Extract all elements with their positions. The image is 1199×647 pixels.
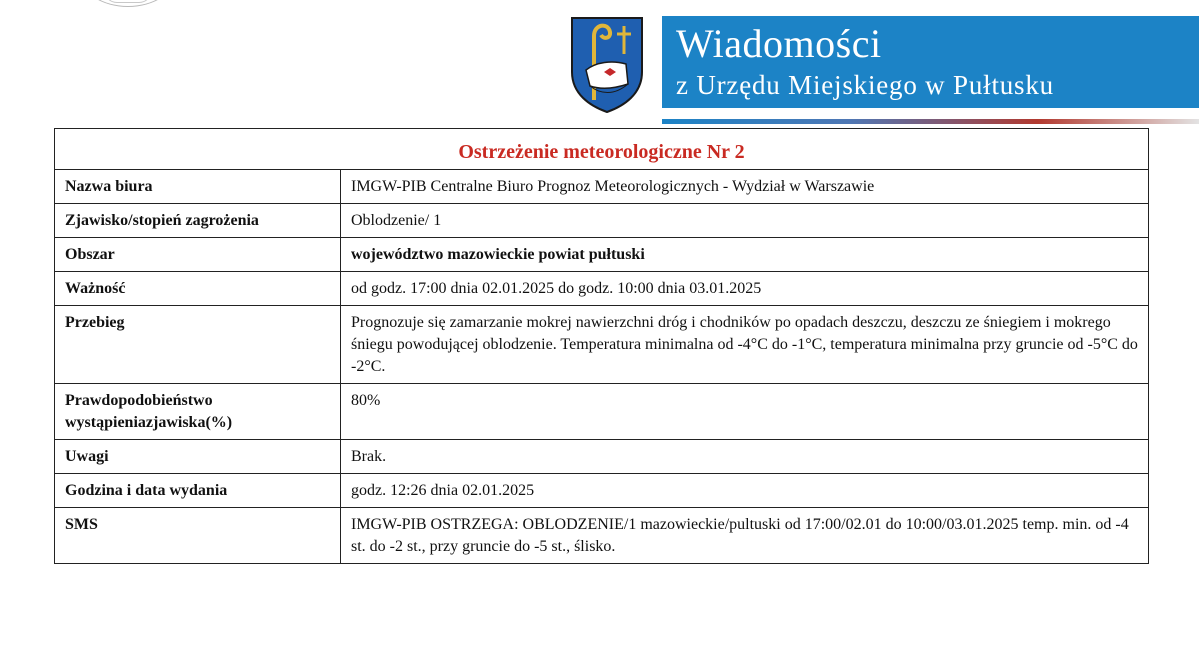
row-label-issued: Godzina i data wydania xyxy=(55,474,341,508)
row-label-course: Przebieg xyxy=(55,306,341,384)
table-row xyxy=(55,440,1149,474)
row-value-probability: 80% xyxy=(341,384,1149,440)
row-value-issued: godz. 12:26 dnia 02.01.2025 xyxy=(341,474,1149,508)
table-row xyxy=(55,384,1149,440)
row-label-sms: SMS xyxy=(55,508,341,564)
warning-title: Ostrzeżenie meteorologiczne Nr 2 xyxy=(55,129,1149,170)
table-row xyxy=(55,204,1149,238)
row-value-course: Prognozuje się zamarzanie mokrej nawierzchni dróg i chodników po opadach deszczu, deszczu ze śniegiem i mokrego śniegu powodującej oblodzenie. Temperatura minimalna od -4°C do -1°C, temperatura minimalna przy gruncie od -5°C do -2°C. xyxy=(341,306,1149,384)
table-row xyxy=(55,272,1149,306)
warning-table xyxy=(54,128,1149,564)
table-title-row xyxy=(55,129,1149,170)
table-row xyxy=(55,306,1149,384)
row-value-phenomenon: Oblodzenie/ 1 xyxy=(341,204,1149,238)
header-banner xyxy=(662,16,1199,108)
table-row xyxy=(55,508,1149,564)
table-row xyxy=(55,170,1149,204)
row-label-remarks: Uwagi xyxy=(55,440,341,474)
row-value-area: województwo mazowieckie powiat pułtuski xyxy=(341,238,1149,272)
coat-of-arms-icon xyxy=(566,14,648,114)
row-label-phenomenon: Zjawisko/stopień zagrożenia xyxy=(55,204,341,238)
row-value-remarks: Brak. xyxy=(341,440,1149,474)
row-value-validity: od godz. 17:00 dnia 02.01.2025 do godz. 10:00 dnia 03.01.2025 xyxy=(341,272,1149,306)
banner-title: Wiadomości xyxy=(676,21,882,66)
table-row xyxy=(55,474,1149,508)
banner-subtitle: z Urzędu Miejskiego w Pułtusku xyxy=(676,70,1054,100)
row-label-office: Nazwa biura xyxy=(55,170,341,204)
row-value-office: IMGW-PIB Centralne Biuro Prognoz Meteorologicznych - Wydział w Warszawie xyxy=(341,170,1149,204)
row-label-area: Obszar xyxy=(55,238,341,272)
row-label-probability: Prawdopodobieństwo wystąpieniazjawiska(%) xyxy=(55,384,341,440)
accent-divider xyxy=(662,119,1199,124)
row-value-sms: IMGW-PIB OSTRZEGA: OBLODZENIE/1 mazowieckie/pultuski od 17:00/02.01 do 10:00/03.01.2025 temp. min. od -4 st. do -2 st., przy gruncie do -5 st., ślisko. xyxy=(341,508,1149,564)
row-label-validity: Ważność xyxy=(55,272,341,306)
table-row xyxy=(55,238,1149,272)
